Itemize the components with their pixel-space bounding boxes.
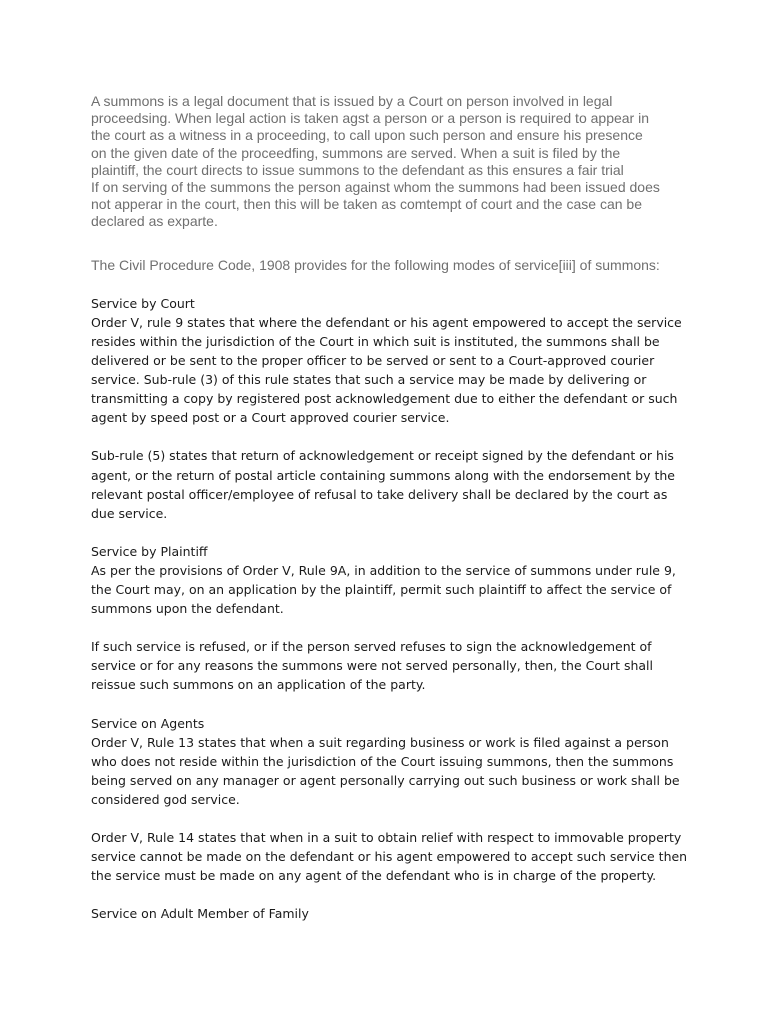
text-line: the Court may, on an application by the plaintiff, permit such plaintiff to affect the service of — [91, 582, 672, 598]
text-line: proceedsing. When legal action is taken agst a person or a person is required to appear in — [91, 110, 650, 127]
text-line: service cannot be made on the defendant or his agent empowered to accept such service then — [91, 849, 688, 865]
section-heading: Service on Adult Member of Family — [91, 906, 309, 922]
text-line: summons upon the defendant. — [91, 601, 284, 617]
modes-intro-paragraph — [91, 257, 691, 274]
text-line: transmitting a copy by registered post acknowledgement due to either the defendant or such — [91, 391, 678, 407]
text-line: service or for any reasons the summons were not served personally, then, the Court shall — [91, 658, 653, 674]
text-line: If on serving of the summons the person against whom the summons had been issued does — [91, 179, 660, 196]
text-line: As per the provisions of Order V, Rule 9A, in addition to the service of summons under rule 9, — [91, 562, 676, 578]
section-service-on-agents — [91, 714, 691, 809]
text-line: agent, or the return of postal article containing summons along with the endorsement by the — [91, 467, 675, 483]
text-line: resides within the jurisdiction of the Court in which suit is instituted, the summons shall be — [91, 334, 660, 350]
section-heading: Service by Plaintiff — [91, 543, 208, 559]
section-service-by-court — [91, 294, 691, 428]
text-line: Order V, Rule 13 states that when a suit regarding business or work is filed against a person — [91, 734, 669, 750]
text-line: service. Sub-rule (3) of this rule states that such a service may be made by delivering or — [91, 372, 647, 388]
text-line: delivered or be sent to the proper officer to be served or sent to a Court-approved courier — [91, 353, 655, 369]
text-line: A summons is a legal document that is issued by a Court on person involved in legal — [91, 93, 613, 109]
section-sub-rule-5 — [91, 446, 691, 522]
text-line: Order V, Rule 14 states that when in a suit to obtain relief with respect to immovable property — [91, 829, 682, 845]
section-rule-14 — [91, 828, 691, 885]
section-heading: Service on Agents — [91, 715, 205, 731]
text-line: agent by speed post or a Court approved courier service. — [91, 410, 450, 426]
intro-paragraph — [91, 93, 691, 231]
text-line: being served on any manager or agent personally carrying out such business or work shall be — [91, 772, 680, 788]
text-line: The Civil Procedure Code, 1908 provides for the following modes of service[iii] of summons: — [91, 256, 660, 273]
text-line: reissue such summons on an application of the party. — [91, 677, 426, 693]
text-line: relevant postal officer/employee of refusal to take delivery shall be declared by the court as — [91, 486, 668, 502]
text-line: declared as exparte. — [91, 213, 218, 230]
section-refused-service — [91, 637, 691, 694]
text-line: considered god service. — [91, 791, 240, 807]
text-line: If such service is refused, or if the person served refuses to sign the acknowledgement of — [91, 639, 652, 655]
text-line: Order V, rule 9 states that where the defendant or his agent empowered to accept the service — [91, 314, 682, 330]
text-line: the court as a witness in a proceeding, to call upon such person and ensure his presence — [91, 127, 643, 144]
text-line: on the given date of the proceedfing, summons are served. When a suit is filed by the — [91, 144, 621, 161]
text-line: plaintiff, the court directs to issue summons to the defendant as this ensures a fair trial — [91, 161, 624, 178]
section-service-by-plaintiff — [91, 542, 691, 618]
text-line: the service must be made on any agent of the defendant who is in charge of the property. — [91, 868, 657, 884]
text-line: Sub-rule (5) states that return of acknowledgement or receipt signed by the defendant or his — [91, 448, 674, 464]
text-line: who does not reside within the jurisdiction of the Court issuing summons, then the summons — [91, 753, 674, 769]
section-heading: Service by Court — [91, 295, 195, 311]
text-line: not apperar in the court, then this will be taken as comtempt of court and the case can be — [91, 196, 642, 213]
text-line: due service. — [91, 505, 168, 521]
section-service-on-adult-member — [91, 904, 691, 923]
document-page — [91, 93, 691, 923]
